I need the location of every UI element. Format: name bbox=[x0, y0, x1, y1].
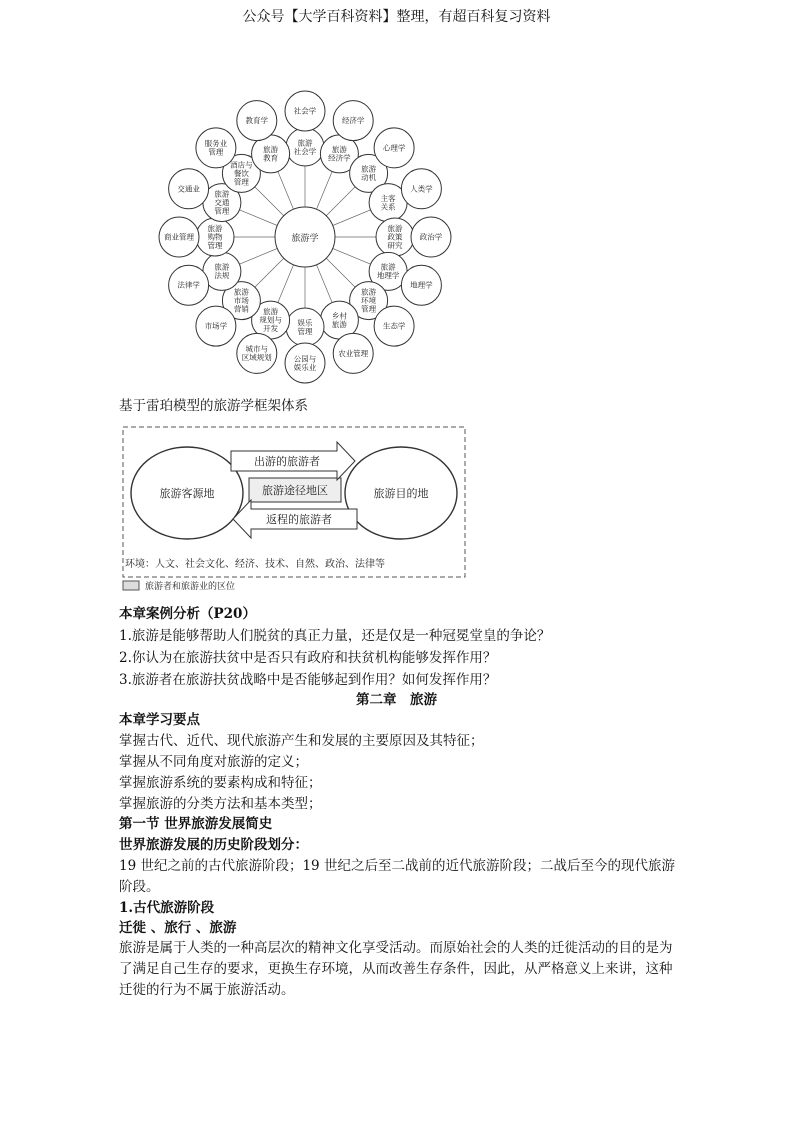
inner-label: 旅游 bbox=[263, 307, 279, 317]
outer-label: 服务业 bbox=[204, 139, 228, 149]
inner-label: 主客 bbox=[380, 193, 396, 203]
inner-label: 开发 bbox=[263, 324, 279, 334]
outer-label: 教育学 bbox=[245, 116, 269, 126]
inner-label: 动机 bbox=[361, 173, 377, 183]
inner-label: 管理 bbox=[361, 304, 377, 314]
outer-label: 交通业 bbox=[177, 184, 200, 194]
inner-label: 交通 bbox=[214, 198, 230, 208]
environment-label: 环境：人文、社会文化、经济、技术、自然、政治、法律等 bbox=[125, 559, 385, 570]
inner-label: 旅游 bbox=[380, 262, 396, 272]
inner-label: 旅游 bbox=[361, 164, 377, 174]
inner-label: 旅游 bbox=[331, 319, 347, 329]
destination-label: 旅游目的地 bbox=[373, 487, 429, 500]
point-3: 掌握旅游系统的要素构成和特征； bbox=[119, 775, 322, 791]
inner-label: 管理 bbox=[207, 241, 223, 250]
inner-label: 乡村 bbox=[331, 311, 347, 321]
section-1-title: 第一节 世界旅游发展简史 bbox=[119, 816, 273, 832]
return-label: 返程的旅游者 bbox=[266, 513, 332, 526]
inner-label: 经济学 bbox=[328, 153, 351, 163]
outer-label: 区域规划 bbox=[241, 353, 272, 363]
legend-swatch bbox=[123, 581, 139, 590]
tourism-framework-diagram bbox=[118, 86, 498, 386]
legend-label: 旅游者和旅游业的区位 bbox=[145, 582, 236, 592]
point-2: 掌握从不同角度对旅游的定义； bbox=[119, 754, 308, 770]
migration-title: 迁徙 、旅行 、旅游 bbox=[119, 920, 237, 936]
chapter-title: 第二章 旅游 bbox=[356, 692, 437, 708]
outer-label: 城市与 bbox=[245, 344, 269, 354]
outer-label: 政治学 bbox=[419, 232, 443, 242]
outer-label: 经济学 bbox=[341, 116, 365, 126]
tourism-system-diagram bbox=[119, 423, 469, 598]
inner-label: 餐饮 bbox=[233, 168, 249, 178]
outer-label: 地理学 bbox=[410, 280, 433, 290]
inner-label: 旅游 bbox=[331, 145, 347, 155]
inner-label: 法规 bbox=[214, 271, 230, 281]
inner-label: 旅游 bbox=[297, 138, 313, 148]
outer-label: 社会学 bbox=[293, 106, 317, 116]
inner-label: 地理学 bbox=[376, 271, 400, 281]
inner-label: 旅游 bbox=[263, 145, 279, 155]
inner-label: 教育 bbox=[263, 153, 279, 163]
inner-label: 研究 bbox=[387, 241, 403, 250]
outer-label: 管理 bbox=[208, 147, 224, 157]
case-title: 本章案例分析（P20） bbox=[119, 606, 256, 622]
outbound-label: 出游的旅游者 bbox=[254, 455, 320, 468]
point-1: 掌握古代、近代、现代旅游产生和发展的主要原因及其特征； bbox=[119, 733, 484, 749]
diagram1-caption: 基于雷珀模型的旅游学框架体系 bbox=[119, 398, 308, 414]
page-header: 公众号【大学百科资料】整理，有超百科复习资料 bbox=[242, 9, 551, 25]
inner-label: 管理 bbox=[214, 206, 230, 216]
inner-label: 社会学 bbox=[293, 146, 317, 156]
inner-label: 旅游 bbox=[361, 287, 377, 297]
inner-label: 营销 bbox=[233, 304, 249, 314]
inner-label: 旅游 bbox=[233, 287, 249, 297]
outer-label: 心理学 bbox=[382, 143, 406, 153]
origin-label: 旅游客源地 bbox=[159, 487, 215, 500]
inner-label: 旅游 bbox=[387, 224, 403, 233]
stages-text: 19 世纪之前的古代旅游阶段；19 世纪之后至二战前的近代旅游阶段；二战后至今的现代旅游阶段。 bbox=[119, 858, 675, 895]
points-title: 本章学习要点 bbox=[119, 712, 200, 728]
inner-label: 旅游 bbox=[214, 189, 230, 199]
outer-label: 娱乐业 bbox=[293, 362, 317, 372]
ancient-title: 1.古代旅游阶段 bbox=[119, 900, 215, 916]
point-4: 掌握旅游的分类方法和基本类型； bbox=[119, 796, 322, 812]
question-3: 3.旅游者在旅游扶贫战略中是否能够起到作用？如何发挥作用？ bbox=[119, 672, 497, 688]
outer-label: 人类学 bbox=[410, 184, 433, 194]
inner-label: 政策 bbox=[387, 232, 403, 242]
inner-label: 关系 bbox=[380, 202, 396, 212]
outer-label: 公园与 bbox=[293, 354, 317, 364]
inner-label: 旅游 bbox=[214, 262, 230, 272]
transit-label: 旅游途径地区 bbox=[262, 484, 328, 497]
stages-title: 世界旅游发展的历史阶段划分： bbox=[119, 837, 308, 853]
center-label: 旅游学 bbox=[291, 234, 319, 244]
inner-label: 环境 bbox=[361, 296, 377, 306]
inner-label: 旅游 bbox=[207, 224, 223, 233]
inner-label: 购物 bbox=[207, 232, 223, 242]
outer-label: 农业管理 bbox=[338, 348, 369, 358]
outer-label: 法律学 bbox=[177, 280, 200, 290]
question-1: 1.旅游是能够帮助人们脱贫的真正力量，还是仅是一种冠冕堂皇的争论？ bbox=[119, 628, 551, 644]
inner-label: 规划与 bbox=[259, 315, 282, 325]
outer-label: 市场学 bbox=[204, 321, 228, 331]
outer-label: 生态学 bbox=[382, 321, 406, 331]
inner-label: 管理 bbox=[297, 326, 313, 336]
inner-label: 管理 bbox=[233, 177, 249, 187]
question-2: 2.你认为在旅游扶贫中是否只有政府和扶贫机构能够发挥作用？ bbox=[119, 650, 497, 666]
inner-label: 酒店与 bbox=[230, 160, 253, 170]
inner-label: 市场 bbox=[233, 296, 249, 306]
migration-text: 旅游是属于人类的一种高层次的精神文化享受活动。而原始社会的人类的迁徙活动的目的是为了满足自己生存的要求，更换生存环境，从而改善生存条件，因此，从严格意义上来讲，这种迁徙的行为不属于旅游活动。 bbox=[119, 940, 673, 998]
outer-label: 商业管理 bbox=[164, 232, 194, 242]
inner-label: 娱乐 bbox=[297, 318, 313, 328]
